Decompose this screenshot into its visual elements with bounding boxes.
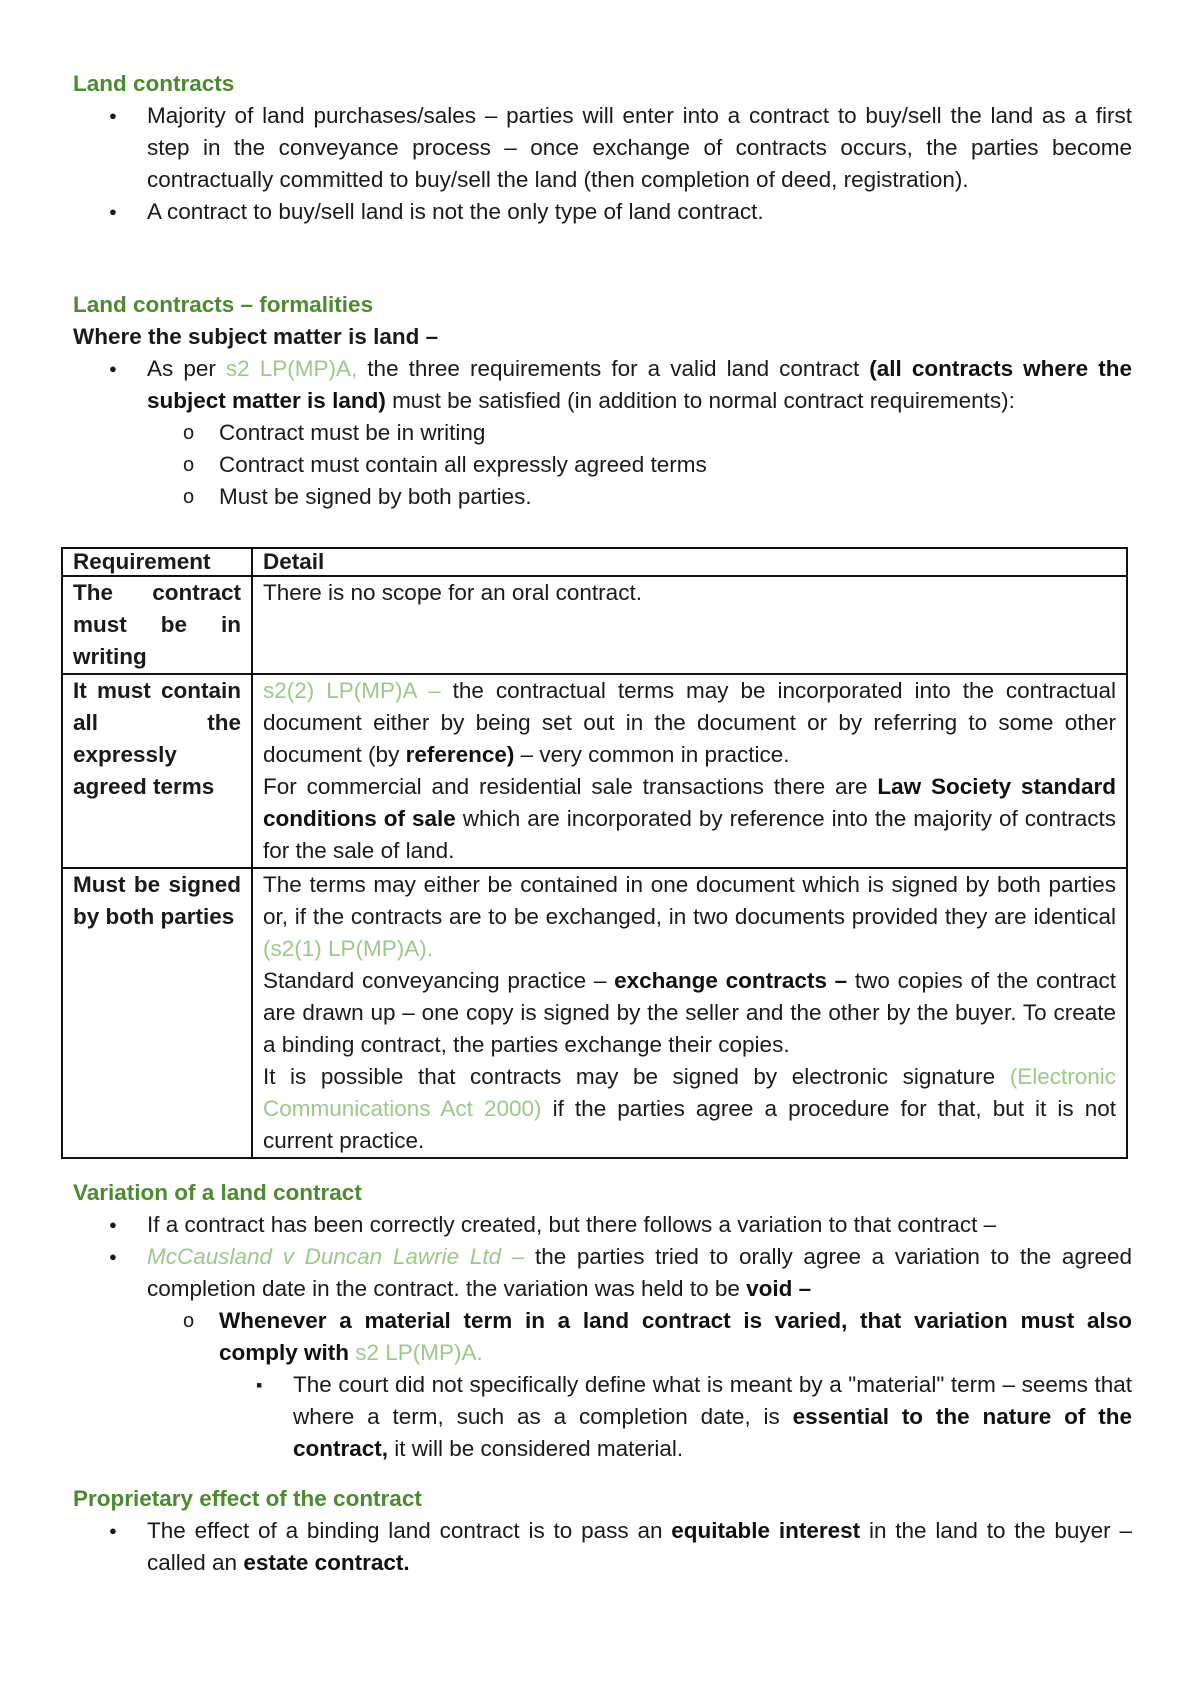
spacer [73,513,1132,547]
sub-bullet-list [147,1305,1132,1465]
text-run: in the land to the buyer – called an [147,1518,1132,1575]
sub-bullet-list [147,417,1132,513]
statute-citation: s2(2) LP(MP)A – [263,678,441,703]
section-heading-land-contracts: Land contracts [73,71,235,96]
list-item [73,1209,1132,1241]
list-item [73,196,1132,228]
bullet-list [73,1515,1132,1579]
sub-list-item [73,417,1132,449]
detail-paragraph [263,675,1116,771]
sub-sub-list-item [73,1369,1132,1465]
text-run: It is possible that contracts may be signed by electronic signature [263,1064,1010,1089]
text-run: As per [147,356,226,381]
bold-text: Whenever a material term in a land contract is varied, that variation must also comply with [219,1308,1132,1365]
list-item [73,1241,1132,1465]
bold-text: (all contracts where the subject matter is land) [147,356,1133,413]
detail-cell [252,576,1127,674]
bold-text: estate contract. [243,1550,410,1575]
statute-citation: s2 LP(MP)A. [349,1340,483,1365]
statute-citation: s2 LP(MP)A, [225,356,358,381]
statute-citation: (s2(1) LP(MP)A). [263,936,434,961]
bold-text: void – [746,1276,812,1301]
list-item-text: Majority of land purchases/sales – parties will enter into a contract to buy/sell the land as a first step in the conveyance process – once exchange of contracts occurs, the parties become contractually committed to buy/sell the land (then completion of deed, registration). [147,103,1132,192]
text-run: must be satisfied (in addition to normal contract requirements): [385,388,1015,413]
bullet-list [73,100,1132,228]
text-run: The effect of a binding land contract is to pass an [147,1518,672,1543]
column-header-requirement: Requirement [62,548,252,576]
statute-citation: (Electronic Communications Act 2000) [263,1064,1116,1121]
requirements-table [61,547,1128,1159]
detail-paragraph [263,965,1116,1061]
spacer [73,1465,1132,1483]
bold-text: exchange contracts – [614,968,848,993]
text-run: – very common in practice. [514,742,790,767]
text-run: the three requirements for a valid land contract [357,356,870,381]
list-item-text: Contract must be in writing [219,420,486,445]
detail-paragraph [263,869,1116,965]
table-row [62,868,1127,1158]
detail-paragraph [263,771,1116,867]
text-run: the contractual terms may be incorporated into the contractual document either by being set out in the document or by referring to some other document (by [263,678,1116,767]
case-citation: McCausland v Duncan Lawrie Ltd – [147,1244,525,1269]
text-run: it will be considered material. [388,1436,684,1461]
text-run: which are incorporated by reference into the majority of contracts for the sale of land. [263,806,1116,863]
list-item-text: A contract to buy/sell land is not the only type of land contract. [147,199,764,224]
bold-text: Law Society standard conditions of sale [263,774,1116,831]
list-item [73,100,1132,196]
detail-paragraph [263,1061,1116,1157]
column-header-detail: Detail [252,548,1127,576]
detail-cell [252,868,1127,1158]
subheading-subject-matter: Where the subject matter is land – [73,324,439,349]
text-run: The terms may either be contained in one document which is signed by both parties or, if the contracts are to be exchanged, in two documents provided they are identical [263,872,1116,929]
text-run: the parties tried to orally agree a variation to the agreed completion date in the contract. the variation was held to be [147,1244,1132,1301]
list-item [73,1515,1132,1579]
requirement-cell: The contract must be in writing [62,576,252,674]
detail-cell [252,674,1127,868]
sub-list-item [73,1305,1132,1465]
text-run: The court did not specifically define what is meant by a "material" term – seems that where a term, such as a completion date, is [293,1372,1132,1429]
list-item [73,353,1132,513]
sub-sub-bullet-list [219,1369,1132,1465]
bullet-list [73,1209,1132,1465]
spacer [73,228,1132,289]
requirement-cell: It must contain all the expressly agreed terms [62,674,252,868]
bold-text: reference) [405,742,515,767]
bold-text: essential to the nature of the contract, [293,1404,1132,1461]
table-row [62,674,1127,868]
list-item-text: Must be signed by both parties. [219,484,532,509]
requirement-cell: Must be signed by both parties [62,868,252,1158]
section-heading-formalities: Land contracts – formalities [73,292,374,317]
list-item-text: Contract must contain all expressly agreed terms [219,452,707,477]
table-header-row [62,548,1127,576]
bullet-list [73,353,1132,513]
sub-list-item [73,481,1132,513]
text-run: two copies of the contract are drawn up – one copy is signed by the seller and the other by the buyer. To create a binding contract, the parties exchange their copies. [263,968,1116,1057]
text-run: There is no scope for an oral contract. [263,580,642,605]
text-run: For commercial and residential sale transactions there are [263,774,878,799]
bold-text: equitable interest [671,1518,861,1543]
spacer [73,1159,1132,1177]
table-row [62,576,1127,674]
section-heading-variation: Variation of a land contract [73,1180,362,1205]
text-run: Standard conveyancing practice – [263,968,615,993]
section-heading-proprietary-effect: Proprietary effect of the contract [73,1486,422,1511]
list-item-text: If a contract has been correctly created, but there follows a variation to that contract – [147,1212,997,1237]
text-run: if the parties agree a procedure for that, but it is not current practice. [263,1096,1116,1153]
sub-list-item [73,449,1132,481]
